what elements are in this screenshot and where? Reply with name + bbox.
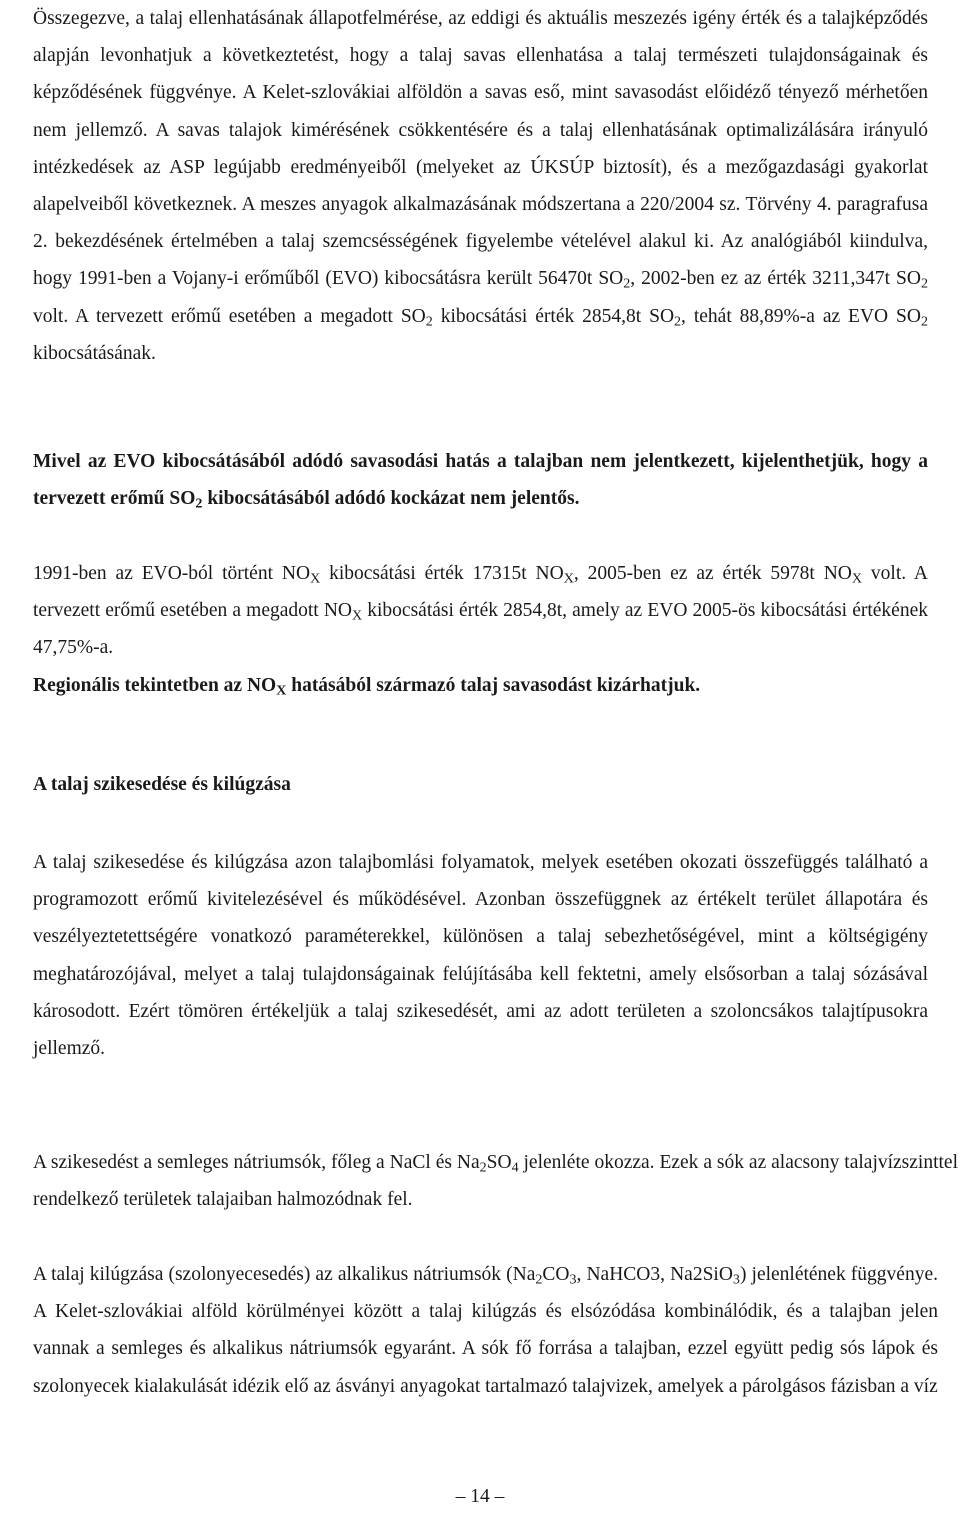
paragraph-so2-conclusion: Mivel az EVO kibocsátásából adódó savasodási hatás a talajban nem jelentkezett, kijelenthetjük, hogy a tervezett erőmű $SO_2$ kibocsátásából adódó kockázat nem jelentős. (33, 451, 928, 512)
paragraph-nox-conclusion: Regionális tekintetben az $NO_X$ hatásából származó talaj savasodást kizárhatjuk. (33, 675, 701, 699)
paragraph-soil-acidity-summary: Összegezve, a talaj ellenhatásának állapotfelmérése, az eddigi és aktuális meszezés igény érték és a talajképződés alapján levonhatjuk a következtetést, hogy a talaj savas ellenhatása a talaj természeti tulajdonságainak és képződésének függvénye. A Kelet-szlovákiai alföldön a savas eső, mint savasodást előidéző tényező mérhetően nem jellemző. A savas talajok kimérésének csökkentésére és a talaj ellenhatásának optimalizálására irányuló intézkedések az ASP legújabb eredményeiből (melyeket az ÚKSÚP biztosít), és a mezőgazdasági gyakorlat alapelveiből következnek. A meszes anyagok alkalmazásának módszertana a 220/2004 sz. Törvény 4. paragrafusa 2. bekezdésének értelmében a talaj szemcsésségének figyelembe vételével alakul ki. Az analógiából kiindulva, hogy 1991-ben a Vojany-i erőműből (EVO) kibocsátásra került 56470t $SO_2$, 2002-ben ez az érték 3211,347t $SO_2$ volt. A tervezett erőmű esetében a megadott $SO_2$ kibocsátási érték 2854,8t $SO_2$, tehát 88,89%-a az EVO $SO_2$ kibocsátásának. (33, 8, 928, 364)
paragraph-leaching: A talaj kilúgzása (szolonyecesedés) az alkalikus nátriumsók ($Na_2CO_3$, NaHCO3, Na2SiO$_3$) jelenlétének függvénye. A Kelet-szlovákiai alföld körülményei között a talaj kilúgzás és elsózódása kombinálódik, és a talajban jelen vannak a semleges és alkalikus nátriumsók egyaránt. A sók fő forrása a talajban, ezzel együtt pedig sós lápok és szolonyecek kialakulását idézik elő az ásványi anyagokat tartalmazó talajvizek, amelyek a párolgásos fázisban a víz (33, 1264, 938, 1397)
page-number: – 14 – (455, 1486, 505, 1507)
section-heading: A talaj szikesedése és kilúgzása (33, 774, 291, 795)
paragraph-salinization-intro: A talaj szikesedése és kilúgzása azon talajbomlási folyamatok, melyek esetében okozati összefüggés található a programozott erőmű kivitelezésével és működésével. Azonban összefüggnek az értékelt terület állapotára és veszélyeztetettségére vonatkozó paraméterekkel, különösen a talaj sebezhetőségével, mint a költségigény meghatározójával, melyet a talaj tulajdonságainak felújításába kell fektetni, amely elsősorban a talaj sózásával károsodott. Ezért tömören értékeljük a talaj szikesedését, ami az adott területen a szoloncsákos talajtípusokra jellemző. (33, 852, 928, 1060)
paragraph-salinization-cause: A szikesedést a semleges nátriumsók, főleg a NaCl és $Na_2SO_4$ jelenléte okozza. Ezek a sók az alacsony talajvízszinttel rendelkező területek talajaiban halmozódnak fel. (33, 1152, 958, 1211)
paragraph-nox-emission: 1991-ben az EVO-ból történt $NO_X$ kibocsátási érték 17315t $NO_X$, 2005-ben ez az érték 5978t $NO_X$ volt. A tervezett erőmű esetében a megadott $NO_X$ kibocsátási érték 2854,8t, amely az EVO 2005-ös kibocsátási értékének 47,75%-a. (33, 563, 929, 659)
